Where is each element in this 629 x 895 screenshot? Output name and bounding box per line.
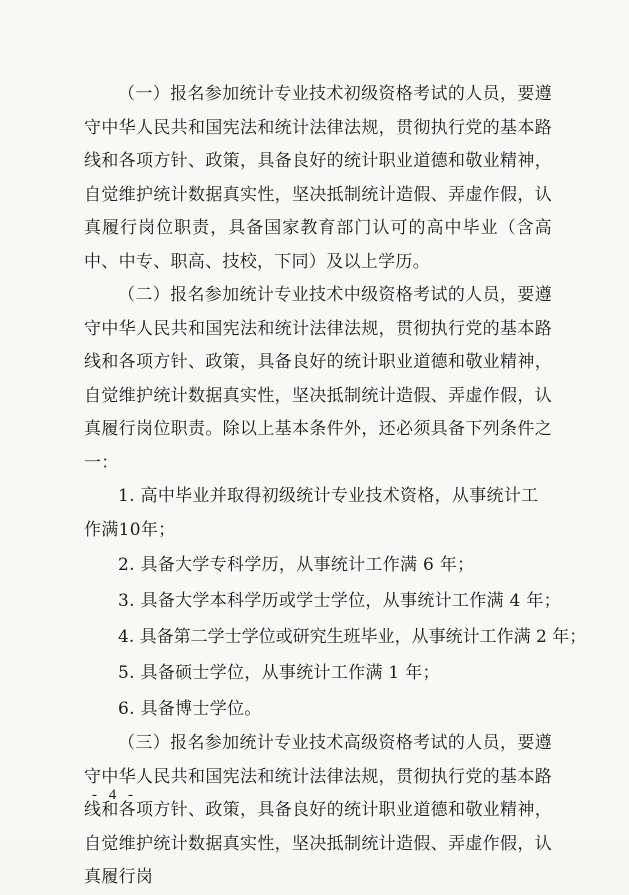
page-number: - 4 - bbox=[92, 787, 137, 803]
paragraph-section-1: （一）报名参加统计专业技术初级资格考试的人员，要遵守中华人民共和国宪法和统计法律法规，贯彻执行党的基本路线和各项方针、政策，具备良好的统计职业道德和敬业精神，自觉维护统计数据真实性，坚决抵制统计造假、弄虚作假，认真履行岗位职责，具备国家教育部门认可的高中毕业（含高中、中专、职高、技校，下同）及以上学历。 bbox=[84, 84, 552, 272]
condition-item-1: 1. 高中毕业并取得初级统计专业技术资格，从事统计工作满10年； bbox=[84, 486, 539, 540]
condition-item-5: 5. 具备硕士学位，从事统计工作满 1 年； bbox=[118, 663, 440, 683]
condition-item-4: 4. 具备第二学士学位或研究生班毕业，从事统计工作满 2 年； bbox=[118, 627, 587, 647]
condition-item-3: 3. 具备大学本科学历或学士学位，从事统计工作满 4 年； bbox=[118, 591, 561, 611]
condition-item-2: 2. 具备大学专科学历，从事统计工作满 6 年； bbox=[118, 555, 475, 575]
document-body bbox=[84, 78, 587, 895]
paragraph-section-2: （二）报名参加统计专业技术中级资格考试的人员，要遵守中华人民共和国宪法和统计法律法规，贯彻执行党的基本路线和各项方针、政策，具备良好的统计职业道德和敬业精神，自觉维护统计数据真实性，坚决抵制统计造假、弄虚作假，认真履行岗位职责。除以上基本条件外，还必须具备下列条件之一： bbox=[84, 285, 552, 473]
condition-item-6: 6. 具备博士学位。 bbox=[118, 699, 262, 719]
paragraph-section-3: （三）报名参加统计专业技术高级资格考试的人员，要遵守中华人民共和国宪法和统计法律法规，贯彻执行党的基本路线和各项方针、政策，具备良好的统计职业道德和敬业精神，自觉维护统计数据真实性，坚决抵制统计造假、弄虚作假，认真履行岗 bbox=[84, 733, 552, 887]
